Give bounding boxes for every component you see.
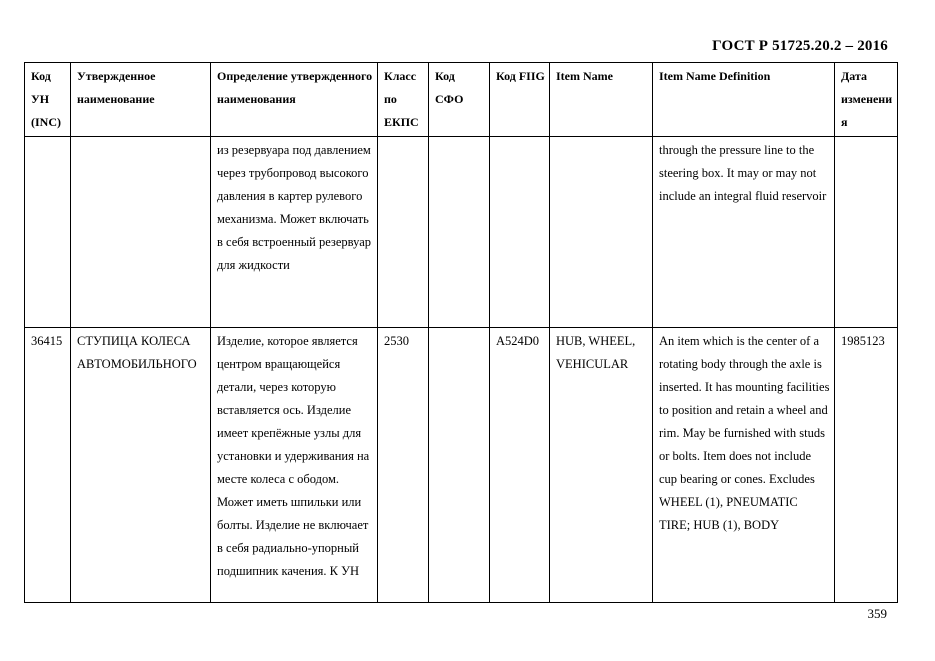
- cell-code: 36415: [25, 328, 71, 603]
- table-header-row: [25, 63, 898, 137]
- col-header-name-ru: Утвержденное наименование: [71, 63, 211, 137]
- cell-code: [25, 137, 71, 328]
- page-number: 359: [867, 606, 887, 621]
- cell-item-definition: An item which is the center of a rotating body through the axle is inserted. It has mounting facilities to position and retain a wheel and rim. May be furnished with studs or bolts. Item does not include cup bearing or cones. Excludes WHEEL (1), PNEUMATIC TIRE; HUB (1), BODY: [653, 328, 835, 603]
- catalog-table: [24, 62, 898, 603]
- cell-fiig: A524D0: [490, 328, 550, 603]
- cell-item-name: HUB, WHEEL, VEHICULAR: [550, 328, 653, 603]
- cell-definition-ru: из резервуара под давлением через трубопровод высокого давления в картер рулевого механизма. Может включать в себя встроенный резервуар для жидкости: [211, 137, 378, 328]
- cell-name-ru: СТУПИЦА КОЛЕСА АВТОМОБИЛЬНОГО: [71, 328, 211, 603]
- col-header-fiig: Код FIIG: [490, 63, 550, 137]
- document-code: ГОСТ Р 51725.20.2 – 2016: [712, 38, 888, 54]
- col-header-sfo: Код СФО: [429, 63, 490, 137]
- cell-date: 1985123: [835, 328, 898, 603]
- table-row: [25, 328, 898, 603]
- col-header-class: Класс по ЕКПС: [378, 63, 429, 137]
- cell-sfo: [429, 328, 490, 603]
- cell-fiig: [490, 137, 550, 328]
- col-header-item-definition: Item Name Definition: [653, 63, 835, 137]
- cell-name-ru: [71, 137, 211, 328]
- cell-class: 2530: [378, 328, 429, 603]
- cell-item-name: [550, 137, 653, 328]
- cell-date: [835, 137, 898, 328]
- col-header-item-name: Item Name: [550, 63, 653, 137]
- cell-class: [378, 137, 429, 328]
- cell-sfo: [429, 137, 490, 328]
- cell-item-definition: through the pressure line to the steering box. It may or may not include an integral fluid reservoir: [653, 137, 835, 328]
- col-header-date: Дата изменения: [835, 63, 898, 137]
- col-header-code: Код УН (INC): [25, 63, 71, 137]
- table-row: [25, 137, 898, 328]
- col-header-definition-ru: Определение утвержденного наименования: [211, 63, 378, 137]
- cell-definition-ru: Изделие, которое является центром вращающейся детали, через которую вставляется ось. Изделие имеет крепёжные узлы для установки и удерживания на месте колеса с ободом. Может иметь шпильки или болты. Изделие не включает в себя радиально-упорный подшипник качения. К УН: [211, 328, 378, 603]
